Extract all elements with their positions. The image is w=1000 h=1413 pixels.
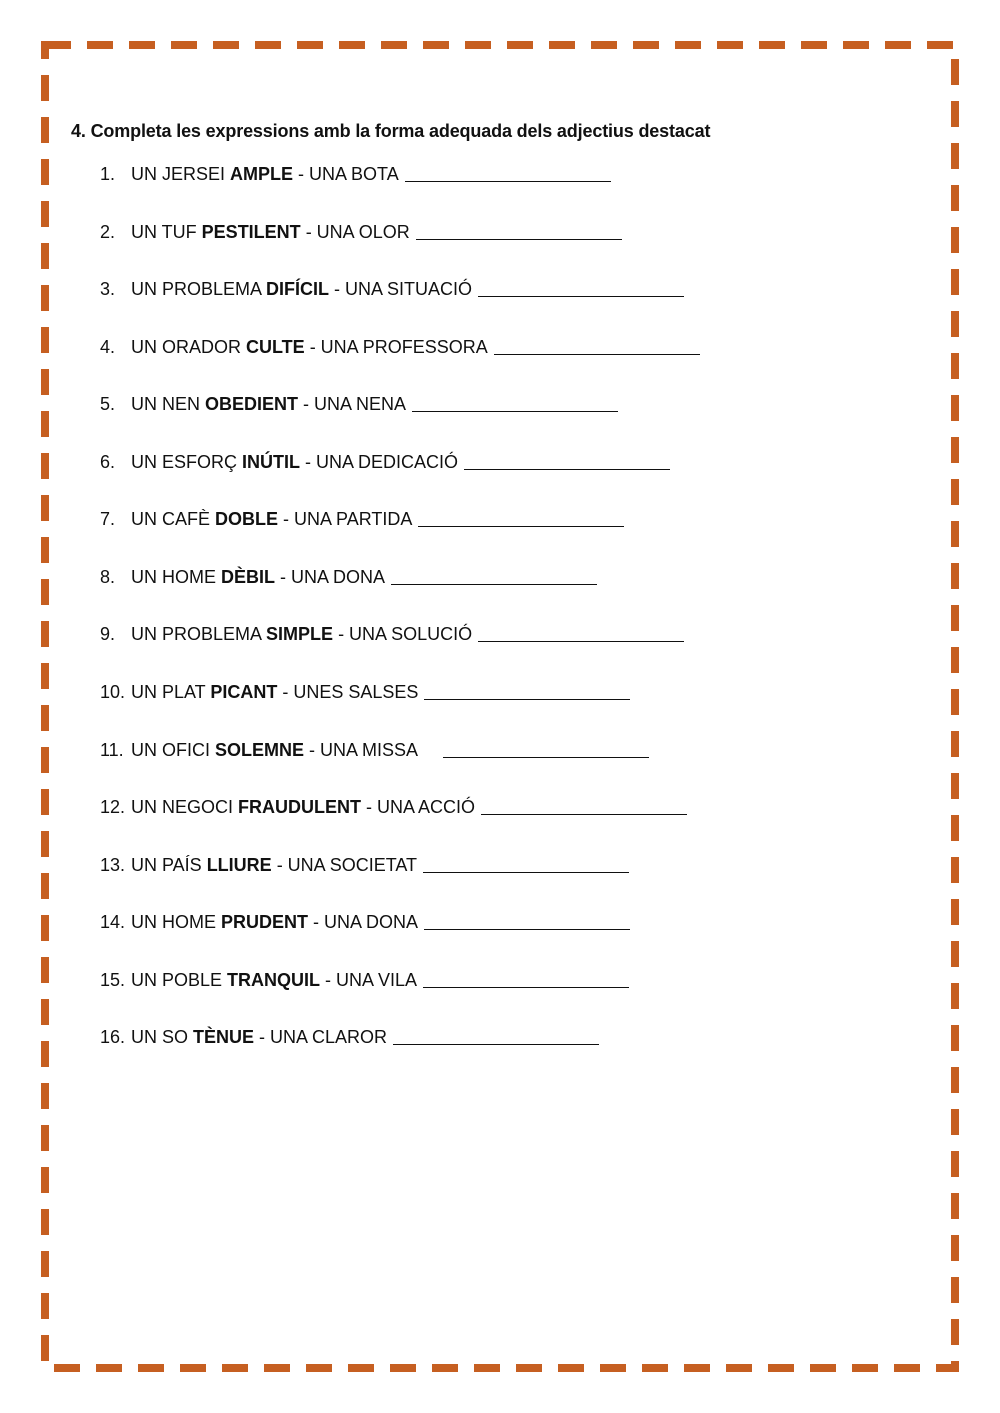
- exercise-item: [100, 968, 629, 992]
- exercise-item: [100, 1025, 599, 1049]
- item-target-phrase: - UNA CLAROR: [254, 1027, 388, 1047]
- highlighted-adjective: DOBLE: [215, 509, 279, 529]
- item-target-phrase: - UNA NENA: [298, 394, 407, 414]
- item-prefix: UN HOME: [131, 567, 221, 587]
- item-target-phrase: - UNA DONA: [275, 567, 386, 587]
- item-target-phrase: - UNA SOLUCIÓ: [333, 624, 473, 644]
- highlighted-adjective: PESTILENT: [201, 222, 301, 242]
- answer-blank[interactable]: [423, 854, 629, 873]
- answer-blank[interactable]: [424, 911, 630, 930]
- item-target-phrase: - UNA VILA: [320, 970, 418, 990]
- highlighted-adjective: PICANT: [210, 682, 278, 702]
- highlighted-adjective: FRAUDULENT: [238, 797, 362, 817]
- item-prefix: UN PLAT: [131, 682, 211, 702]
- item-number: 13.: [100, 855, 126, 875]
- item-target-phrase: - UNES SALSES: [277, 682, 419, 702]
- item-prefix: UN PROBLEMA: [131, 279, 267, 299]
- item-number: 8.: [100, 567, 116, 587]
- answer-blank[interactable]: [443, 739, 649, 758]
- item-number: 1.: [100, 164, 116, 184]
- item-prefix: UN TUF: [131, 222, 202, 242]
- item-number: 7.: [100, 509, 116, 529]
- item-target-phrase: - UNA PARTIDA: [278, 509, 413, 529]
- item-target-phrase: - UNA ACCIÓ: [361, 797, 476, 817]
- item-prefix: UN SO: [131, 1027, 194, 1047]
- item-prefix: UN NEGOCI: [131, 797, 239, 817]
- answer-blank[interactable]: [391, 566, 597, 585]
- item-prefix: UN PROBLEMA: [131, 624, 267, 644]
- answer-blank[interactable]: [424, 681, 630, 700]
- item-prefix: UN JERSEI: [131, 164, 231, 184]
- item-number: 2.: [100, 222, 116, 242]
- highlighted-adjective: INÚTIL: [242, 452, 301, 472]
- exercise-item: [100, 738, 649, 762]
- item-target-phrase: - UNA SITUACIÓ: [329, 279, 473, 299]
- exercise-item: [100, 220, 622, 244]
- item-prefix: UN ESFORÇ: [131, 452, 243, 472]
- item-number: 11.: [100, 740, 124, 760]
- exercise-item: [100, 565, 597, 589]
- item-prefix: UN HOME: [131, 912, 221, 932]
- exercise-title: 4. Completa les expressions amb la forma adequada dels adjectius destacat: [71, 121, 711, 141]
- answer-blank[interactable]: [418, 508, 624, 527]
- exercise-item: [100, 795, 687, 819]
- highlighted-adjective: OBEDIENT: [205, 394, 299, 414]
- highlighted-adjective: PRUDENT: [221, 912, 309, 932]
- exercise-item: [100, 680, 630, 704]
- answer-blank[interactable]: [464, 451, 670, 470]
- exercise-item: [100, 622, 684, 646]
- answer-blank[interactable]: [478, 278, 684, 297]
- highlighted-adjective: SOLEMNE: [215, 740, 305, 760]
- exercise-item: [100, 277, 684, 301]
- item-number: 5.: [100, 394, 116, 414]
- highlighted-adjective: TÈNUE: [193, 1027, 255, 1047]
- exercise-item: [100, 910, 630, 934]
- item-number: 9.: [100, 624, 116, 644]
- highlighted-adjective: AMPLE: [230, 164, 294, 184]
- item-number: 10.: [100, 682, 126, 702]
- item-target-phrase: - UNA DEDICACIÓ: [300, 452, 459, 472]
- item-number: 12.: [100, 797, 126, 817]
- highlighted-adjective: DIFÍCIL: [266, 279, 330, 299]
- exercise-item: [100, 853, 629, 877]
- item-number: 14.: [100, 912, 126, 932]
- exercise-item: [100, 335, 700, 359]
- item-prefix: UN OFICI: [131, 740, 215, 760]
- answer-blank[interactable]: [416, 221, 622, 240]
- item-number: 3.: [100, 279, 116, 299]
- exercise-item: [100, 507, 624, 531]
- answer-blank[interactable]: [393, 1026, 599, 1045]
- answer-blank[interactable]: [481, 796, 687, 815]
- highlighted-adjective: SIMPLE: [266, 624, 334, 644]
- item-prefix: UN ORADOR: [131, 337, 247, 357]
- item-target-phrase: - UNA DONA: [308, 912, 419, 932]
- answer-blank[interactable]: [478, 623, 684, 642]
- item-target-phrase: - UNA PROFESSORA: [304, 337, 488, 357]
- item-target-phrase: - UNA SOCIETAT: [271, 855, 418, 875]
- answer-blank[interactable]: [423, 969, 629, 988]
- item-number: 16.: [100, 1027, 126, 1047]
- exercise-item: [100, 392, 618, 416]
- highlighted-adjective: TRANQUIL: [227, 970, 321, 990]
- exercise-item: [100, 162, 611, 186]
- item-target-phrase: - UNA MISSA: [304, 740, 438, 760]
- item-prefix: UN CAFÈ: [131, 509, 216, 529]
- item-prefix: UN POBLE: [131, 970, 228, 990]
- item-number: 15.: [100, 970, 126, 990]
- item-target-phrase: - UNA BOTA: [293, 164, 399, 184]
- item-number: 6.: [100, 452, 116, 472]
- item-prefix: UN NEN: [131, 394, 206, 414]
- highlighted-adjective: LLIURE: [206, 855, 272, 875]
- item-number: 4.: [100, 337, 116, 357]
- answer-blank[interactable]: [412, 393, 618, 412]
- item-prefix: UN PAÍS: [131, 855, 207, 875]
- highlighted-adjective: CULTE: [246, 337, 305, 357]
- answer-blank[interactable]: [494, 336, 700, 355]
- answer-blank[interactable]: [405, 163, 611, 182]
- item-target-phrase: - UNA OLOR: [300, 222, 410, 242]
- highlighted-adjective: DÈBIL: [221, 567, 275, 587]
- exercise-item: [100, 450, 670, 474]
